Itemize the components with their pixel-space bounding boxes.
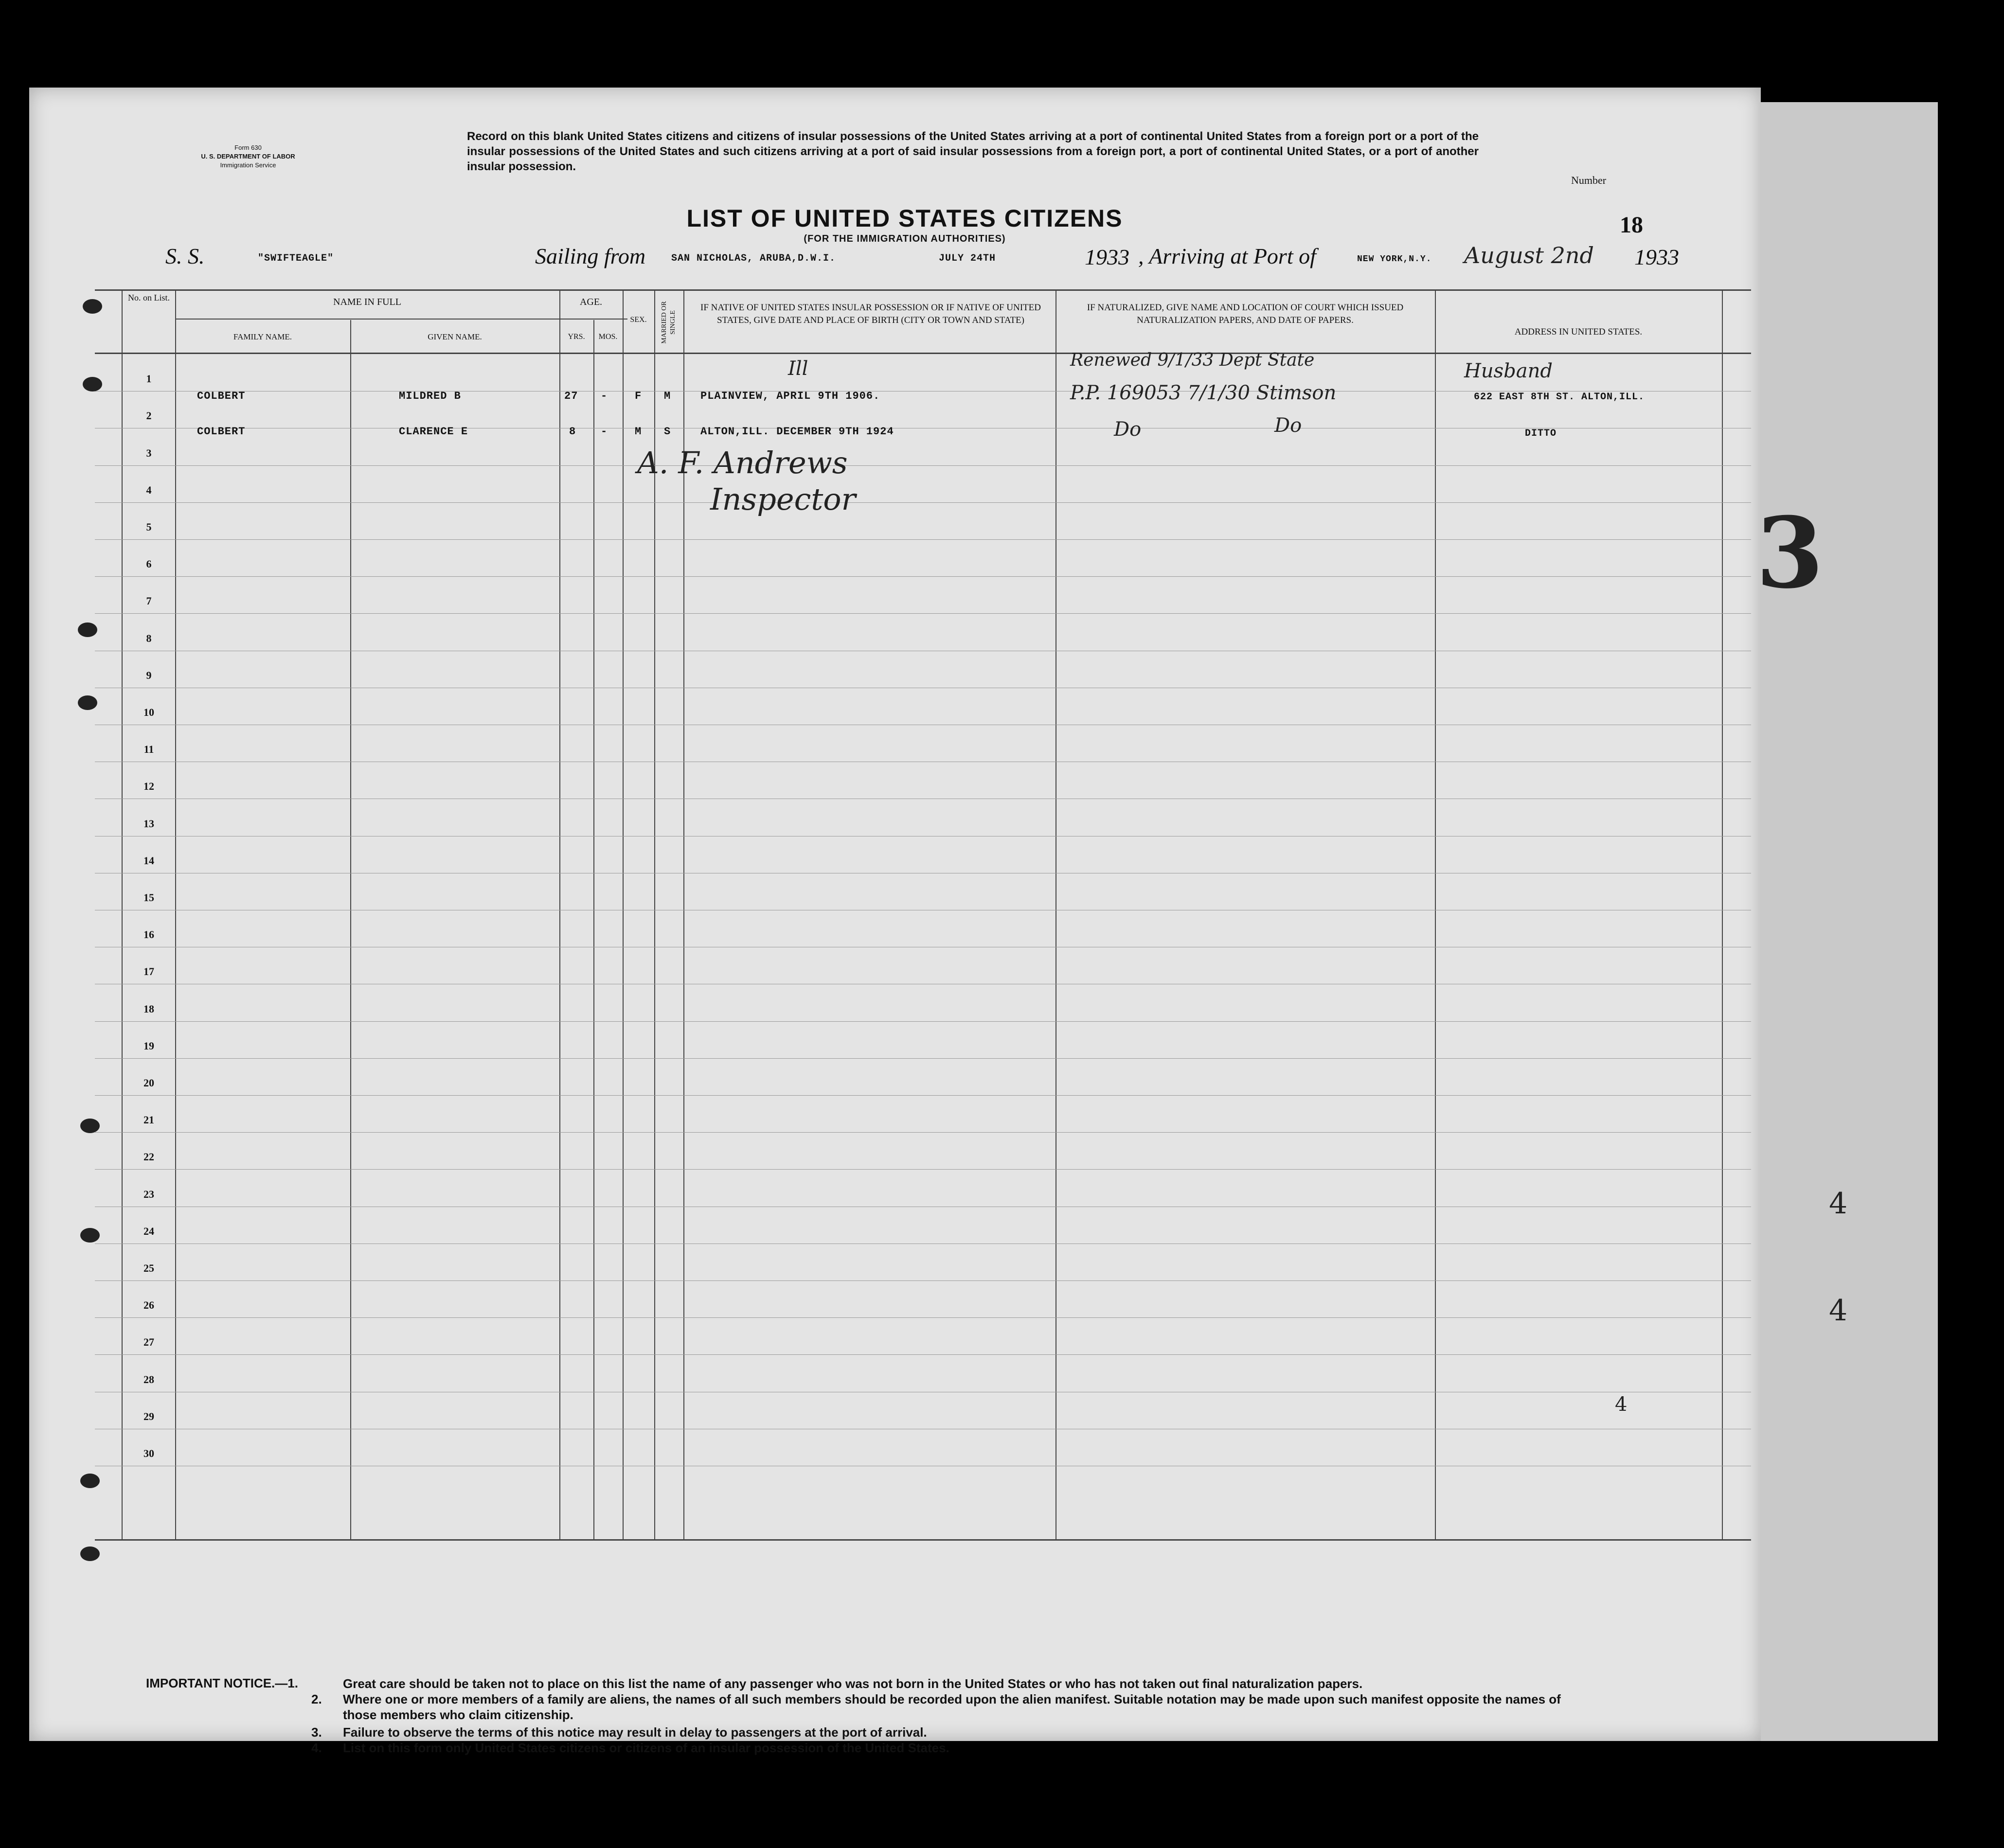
notice-item-3: Failure to observe the terms of this notice may result in delay to passengers at the port of arrival.: [343, 1725, 927, 1740]
row-number: 28: [143, 1373, 154, 1386]
arriving-label: , Arriving at Port of: [1138, 244, 1316, 268]
column-divider: [1435, 289, 1436, 1540]
row-number: 5: [146, 521, 152, 533]
handwritten-state-insert: Ill: [788, 357, 808, 380]
row1-age-yrs: 27: [564, 390, 578, 402]
notice-item-3-number: 3.: [311, 1725, 322, 1740]
row2-given-name: CLARENCE E: [399, 426, 468, 438]
column-divider: [593, 320, 594, 1540]
row-rule: [95, 1095, 1751, 1096]
punch-hole: [80, 1546, 100, 1561]
page-subtitle: (FOR THE IMMIGRATION AUTHORITIES): [804, 233, 1006, 244]
row-number: 30: [143, 1447, 154, 1459]
departure-date: JULY 24TH: [939, 253, 996, 264]
row-rule: [95, 613, 1751, 614]
row-rule: [95, 1169, 1751, 1170]
form-number: Form 630: [234, 144, 262, 151]
handwritten-ditto-1: Do: [1114, 418, 1142, 441]
col-header-given-name: GIVEN NAME.: [428, 332, 482, 341]
row-rule: [95, 576, 1751, 577]
row-number: 10: [143, 706, 154, 718]
col-header-family-name: FAMILY NAME.: [233, 332, 292, 341]
row2-married: S: [664, 426, 671, 438]
punch-hole: [78, 622, 97, 637]
punch-hole: [80, 1119, 100, 1133]
row-number: 12: [143, 780, 154, 793]
margin-mark-4b: 4: [1829, 1294, 1848, 1328]
record-instructions: Record on this blank United States citizens and citizens of insular possessions of the United States arriving at a port of continental United States from a foreign port or a port of the insular possessions of the United States and such citizens arriving at a port of said insular possessions from a foreign port, a port of continental United States, or a port of another insular possession.: [467, 130, 1479, 173]
table-header-bottom-border: [95, 353, 1751, 354]
row-number: 2: [146, 409, 152, 422]
row-number: 19: [143, 1039, 154, 1052]
row1-naturalization: P.P. 169053 7/1/30 Stimson: [1070, 382, 1337, 404]
arrival-date: August 2nd: [1464, 242, 1594, 268]
manifest-page: [29, 88, 1761, 1755]
notice-title: IMPORTANT NOTICE.—1.: [146, 1676, 298, 1690]
row2-age-yrs: 8: [569, 426, 576, 438]
column-divider: [1722, 289, 1723, 1540]
col-header-naturalization: IF NATURALIZED, GIVE NAME AND LOCATION OF COURT WHICH ISSUED NATURALIZATION PAPERS, AND DATE OF PAPERS.: [1087, 302, 1404, 325]
number-label: Number: [1571, 174, 1607, 186]
row-rule: [95, 1280, 1751, 1281]
age-subheader-line: [559, 319, 627, 320]
row-number: 20: [143, 1077, 154, 1089]
row-number: 22: [143, 1151, 154, 1163]
notice-item-2-number: 2.: [311, 1692, 322, 1706]
inspector-signature: A. F. Andrews: [637, 445, 848, 480]
col-header-birth: IF NATIVE OF UNITED STATES INSULAR POSSESSION OR IF NATIVE OF UNITED STATES, GIVE DATE AND PLACE OF BIRTH (CITY OR TOWN AND STATE): [700, 302, 1041, 325]
row-number: 3: [146, 446, 152, 459]
row-number: 13: [143, 817, 154, 830]
notice-item-2: Where one or more members of a family are aliens, the names of all such members should be recorded upon the alien manifest. Suitable notation may be made upon such manifest opposite the names of those members who claim citizenship.: [343, 1692, 1561, 1722]
row1-birth: PLAINVIEW, APRIL 9TH 1906.: [700, 390, 880, 402]
page-mark-4: 4: [1615, 1393, 1628, 1416]
row-number: 1: [146, 373, 152, 385]
handwritten-renewed-note: Renewed 9/1/33 Dept State: [1070, 350, 1315, 370]
row-number: 26: [143, 1299, 154, 1312]
departure-year: 1933: [1085, 245, 1129, 269]
col-header-married: MARRIED OR SINGLE: [661, 301, 677, 344]
notice-item-4-number: 4.: [311, 1741, 322, 1755]
col-header-sex: SEX.: [630, 316, 647, 324]
row-rule: [95, 539, 1751, 540]
row-number: 16: [143, 928, 154, 941]
page-title: LIST OF UNITED STATES CITIZENS: [686, 205, 1123, 232]
row2-birth: ALTON,ILL. DECEMBER 9TH 1924: [700, 426, 894, 438]
adjacent-page: [1751, 102, 1938, 1741]
punch-hole: [80, 1474, 100, 1488]
arrival-year: 1933: [1634, 245, 1679, 269]
handwritten-address-note: Husband: [1464, 360, 1553, 382]
row-rule: [95, 1058, 1751, 1059]
sailing-label: Sailing from: [535, 244, 646, 268]
punch-hole: [83, 377, 102, 391]
list-number: 18: [1620, 212, 1643, 238]
service-name: Immigration Service: [220, 161, 276, 169]
punch-hole: [83, 299, 102, 314]
row-number: 8: [146, 632, 152, 644]
row-number: 24: [143, 1225, 154, 1237]
row1-married: M: [664, 390, 671, 402]
col-header-no: No. on List.: [127, 293, 170, 302]
row-rule: [95, 1132, 1751, 1133]
col-header-name-in-full: NAME IN FULL: [333, 297, 401, 307]
notice-item-4: List on this form only United States citizens or citizens of an insular possession of the United States.: [343, 1741, 949, 1755]
arrival-port: NEW YORK,N.Y.: [1357, 254, 1432, 264]
form-header-agency: [151, 143, 345, 170]
punch-hole: [80, 1228, 100, 1243]
row-number: 18: [143, 1002, 154, 1015]
row-number: 15: [143, 891, 154, 904]
table-bottom-border: [95, 1539, 1751, 1541]
row1-given-name: MILDRED B: [399, 390, 461, 402]
margin-mark-3: 3: [1756, 496, 1824, 610]
row-number: 6: [146, 558, 152, 570]
department-name: U. S. DEPARTMENT OF LABOR: [201, 153, 295, 160]
col-header-age: AGE.: [579, 297, 603, 307]
inspector-title: Inspector: [710, 481, 856, 517]
row1-sex: F: [635, 390, 642, 402]
row-number: 25: [143, 1262, 154, 1274]
col-header-address: ADDRESS IN UNITED STATES.: [1514, 327, 1643, 337]
column-divider: [559, 289, 560, 1540]
row-rule: [95, 465, 1751, 466]
row1-address: 622 EAST 8TH ST. ALTON,ILL.: [1474, 391, 1645, 403]
ship-name: "SWIFTEAGLE": [258, 253, 334, 264]
row2-age-mos: -: [601, 426, 608, 438]
row2-address: DITTO: [1525, 428, 1557, 439]
row2-family-name: COLBERT: [197, 426, 246, 438]
row-number: 4: [146, 483, 152, 496]
row-number: 17: [143, 965, 154, 978]
row-rule: [95, 502, 1751, 503]
row-number: 27: [143, 1336, 154, 1349]
row-rule: [95, 1317, 1751, 1318]
departure-port: SAN NICHOLAS, ARUBA,D.W.I.: [671, 253, 836, 264]
col-header-mos: MOS.: [598, 333, 618, 341]
row-number: 21: [143, 1114, 154, 1126]
name-subheader-line: [175, 319, 623, 320]
row-number: 11: [143, 743, 154, 756]
column-divider: [623, 289, 624, 1540]
row1-age-mos: -: [601, 390, 608, 402]
notice-item-1: Great care should be taken not to place on this list the name of any passenger who was not born in the United States or who has not taken out final naturalization papers.: [343, 1676, 1363, 1691]
row-rule: [95, 1354, 1751, 1355]
punch-hole: [78, 695, 97, 710]
margin-mark-4a: 4: [1829, 1187, 1848, 1221]
row2-sex: M: [635, 426, 642, 438]
row-number: 9: [146, 669, 152, 681]
row-rule: [95, 1021, 1751, 1022]
table-top-border: [95, 289, 1751, 291]
column-divider: [122, 289, 123, 1540]
ss-label: S. S.: [165, 244, 205, 268]
row-number: 23: [143, 1188, 154, 1200]
column-divider: [175, 289, 176, 1540]
row-number: 14: [143, 854, 154, 867]
row1-family-name: COLBERT: [197, 390, 246, 402]
column-divider: [350, 320, 351, 1540]
handwritten-ditto-2: Do: [1274, 414, 1302, 437]
col-header-yrs: YRS.: [568, 333, 585, 341]
row-number: 29: [143, 1410, 154, 1422]
row-number: 7: [146, 595, 152, 607]
